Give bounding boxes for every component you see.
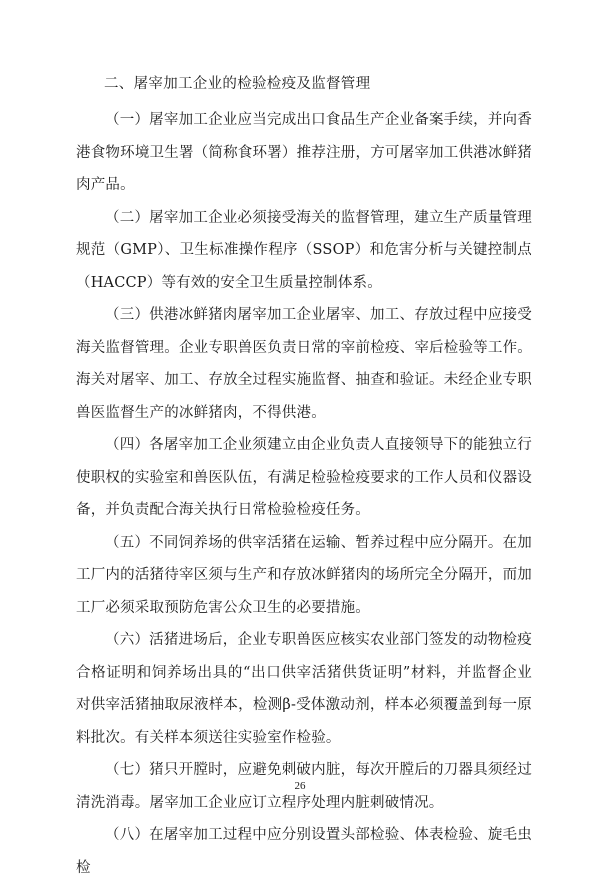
paragraph-2: （二）屠宰加工企业必须接受海关的监督管理，建立生产质量管理规范（GMP）、卫生标准操作程序（SSOP）和危害分析与关键控制点（HACCP）等有效的安全卫生质量控制体系。 (76, 209, 532, 291)
paragraph-6: （六）活猪进场后，企业专职兽医应核实农业部门签发的动物检疫合格证明和饲养场出具的“出口供宰活猪供货证明”材料，并监督企业对供宰活猪抽取尿液样本，检测β-受体激动剂，样本必须覆盖到每一原料批次。有关样本须送往实验室作检验。 (76, 632, 532, 746)
paragraph-5: （五）不同饲养场的供宰活猪在运输、暂养过程中应分隔开。在加工厂内的活猪待宰区须与生产和存放冰鲜猪肉的场所完全分隔开，而加工厂必须采取预防危害公众卫生的必要措施。 (76, 534, 532, 616)
document-body (76, 68, 532, 884)
page-number: 26 (294, 780, 306, 792)
paragraph-8: （八）在屠宰加工过程中应分别设置头部检验、体表检验、旋毛虫检 (76, 827, 532, 876)
paragraph-3: （三）供港冰鲜猪肉屠宰加工企业屠宰、加工、存放过程中应接受海关监督管理。企业专职兽医负责日常的宰前检疫、宰后检验等工作。海关对屠宰、加工、存放全过程实施监督、抽查和验证。未经企业专职兽医监督生产的冰鲜猪肉，不得供港。 (76, 307, 532, 421)
paragraph-7: （七）猪只开膛时，应避免刺破内脏，每次开膛后的刀器具须经过清洗消毒。屠宰加工企业应订立程序处理内脏刺破情况。 (76, 762, 532, 811)
section-heading: 二、屠宰加工企业的检验检疫及监督管理 (104, 76, 371, 92)
paragraph-1: （一）屠宰加工企业应当完成出口食品生产企业备案手续，并向香港食物环境卫生署（简称食环署）推荐注册，方可屠宰加工供港冰鲜猪肉产品。 (76, 112, 532, 193)
paragraph-4: （四）各屠宰加工企业须建立由企业负责人直接领导下的能独立行使职权的实验室和兽医队伍，有满足检验检疫要求的工作人员和仪器设备，并负责配合海关执行日常检验检疫任务。 (76, 437, 532, 518)
